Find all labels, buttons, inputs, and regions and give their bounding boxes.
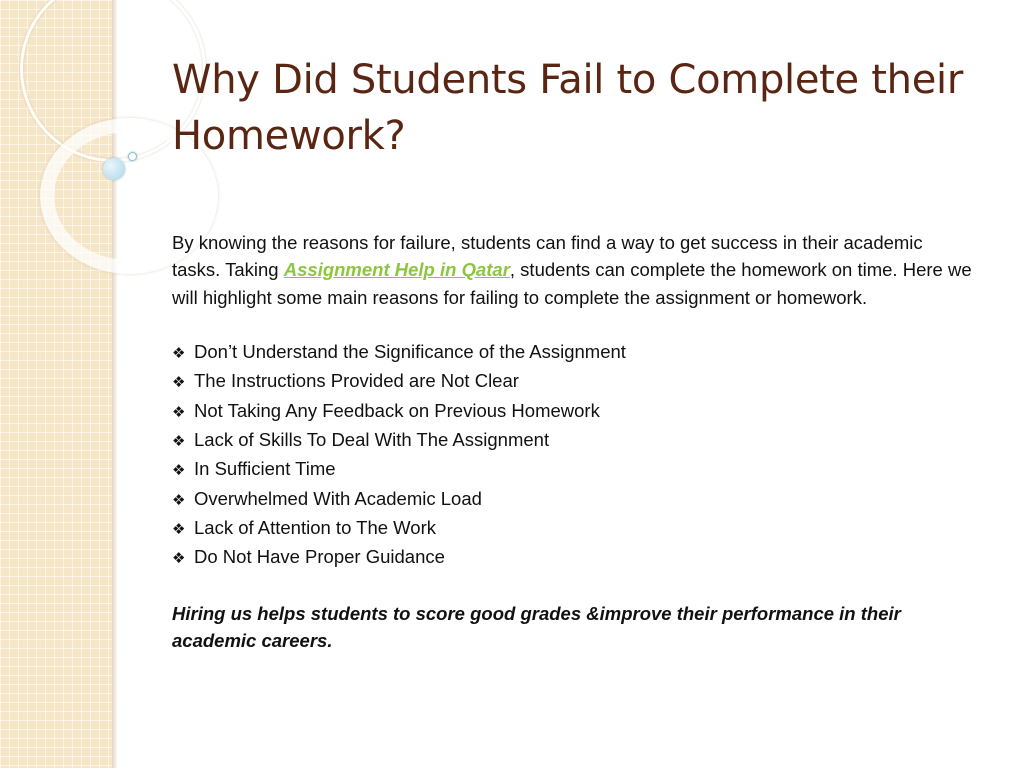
diamond-bullet-icon: ❖ xyxy=(172,374,186,392)
spacer xyxy=(172,311,972,338)
spacer xyxy=(172,573,972,600)
diamond-bullet-icon: ❖ xyxy=(172,433,186,451)
reason-text: In Sufficient Time xyxy=(194,458,336,480)
reasons-list xyxy=(172,338,972,572)
intro-text-after-link: , students can complete the homework on time. Here we will highlight some main reasons for failing to complete the assignment or homework. xyxy=(172,259,972,308)
reason-text: Lack of Skills To Deal With The Assignment xyxy=(194,429,550,451)
list-item xyxy=(172,397,972,426)
list-item xyxy=(172,543,972,572)
decorative-dot-icon xyxy=(103,158,125,180)
list-item xyxy=(172,426,972,455)
decorative-small-dot-icon xyxy=(128,152,137,161)
intro-text-before-link: By knowing the reasons for failure, students can find a way to get success in their academic tasks. Taking xyxy=(172,232,923,281)
diamond-bullet-icon: ❖ xyxy=(172,491,186,509)
slide-title: Why Did Students Fail to Complete their Homework? xyxy=(172,57,963,159)
reason-text: The Instructions Provided are Not Clear xyxy=(194,370,519,392)
reason-text: Not Taking Any Feedback on Previous Homework xyxy=(194,399,600,421)
diamond-bullet-icon: ❖ xyxy=(172,550,186,568)
intro-paragraph xyxy=(172,229,972,311)
slide-content xyxy=(172,229,972,654)
diamond-bullet-icon: ❖ xyxy=(172,520,186,538)
list-item xyxy=(172,514,972,543)
diamond-bullet-icon: ❖ xyxy=(172,403,186,421)
list-item xyxy=(172,338,972,367)
diamond-bullet-icon: ❖ xyxy=(172,345,186,363)
list-item xyxy=(172,455,972,484)
reason-text: Overwhelmed With Academic Load xyxy=(194,487,482,509)
closing-statement: Hiring us helps students to score good grades &improve their performance in their academic careers. xyxy=(172,602,901,652)
reason-text: Don’t Understand the Significance of the Assignment xyxy=(194,341,626,363)
list-item xyxy=(172,367,972,396)
reason-text: Lack of Attention to The Work xyxy=(194,516,437,538)
diamond-bullet-icon: ❖ xyxy=(172,462,186,480)
assignment-help-link[interactable]: Assignment Help in Qatar xyxy=(283,259,510,281)
list-item xyxy=(172,485,972,514)
reason-text: Do Not Have Proper Guidance xyxy=(194,546,445,568)
